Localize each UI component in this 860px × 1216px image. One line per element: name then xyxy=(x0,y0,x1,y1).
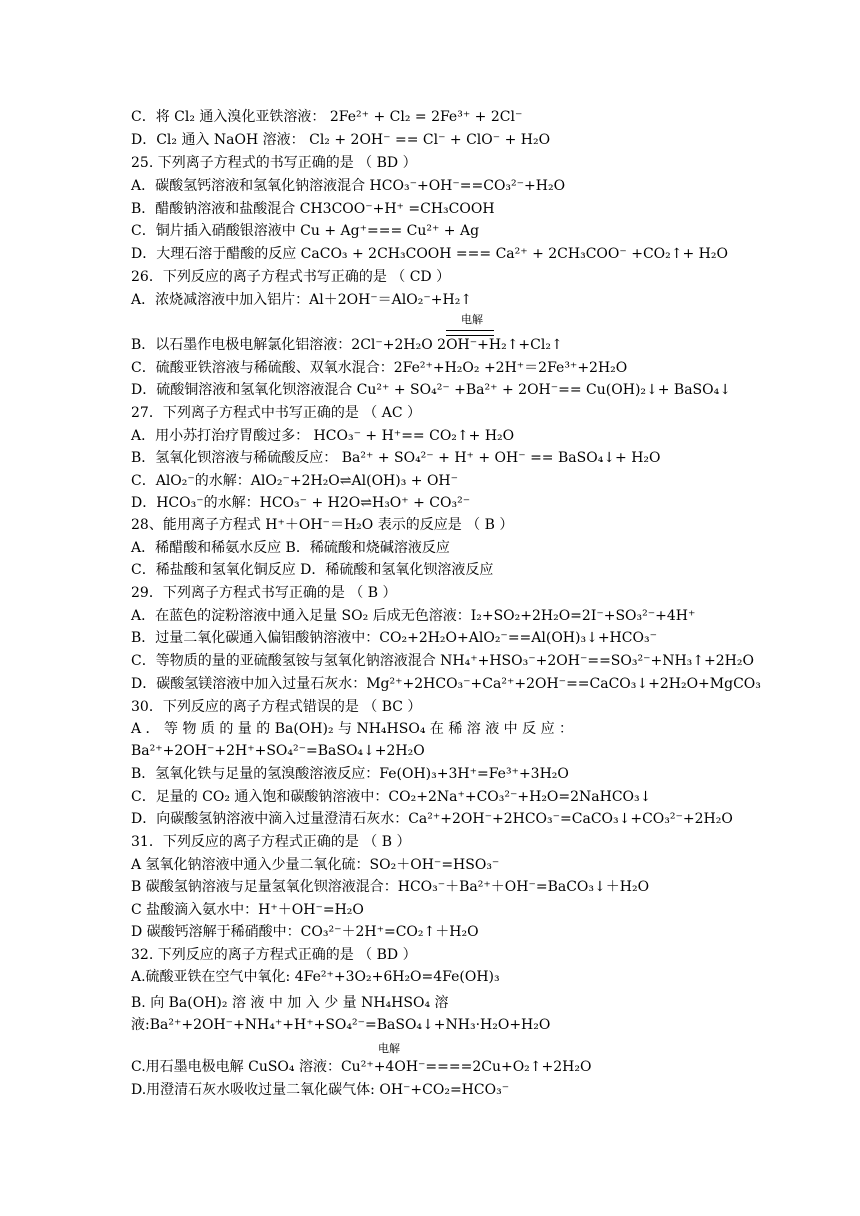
text-line: A．在蓝色的淀粉溶液中通入足量 SO₂ 后成无色溶液：I₂+SO₂+2H₂O=2I⁻+SO₃²⁻+4H⁺ xyxy=(131,608,696,624)
text-line: C 盐酸滴入氨水中：H⁺＋OH⁻=H₂O xyxy=(131,902,364,918)
text-line: D.用澄清石灰水吸收过量二氧化碳气体: OH⁻+CO₂=HCO₃⁻ xyxy=(131,1082,510,1098)
text-line: 液:Ba²⁺+2OH⁻+NH₄⁺+H⁺+SO₄²⁻=BaSO₄↓+NH₃·H₂O+H₂O xyxy=(131,1017,551,1033)
text-line: B．醋酸钠溶液和盐酸混合 CH3COO⁻+H⁺ =CH₃COOH xyxy=(131,201,495,217)
text-line: C．硫酸亚铁溶液与稀硫酸、双氧水混合：2Fe²⁺+H₂O₂ +2H⁺＝2Fe³⁺+2H₂O xyxy=(131,360,628,376)
text-line: A．稀醋酸和稀氨水反应 B．稀硫酸和烧碱溶液反应 xyxy=(131,540,450,556)
electrolysis-condition-label: 电解 xyxy=(461,313,483,326)
text-line: 26．下列反应的离子方程式书写正确的是 （ CD ） xyxy=(131,269,451,285)
text-line: D．碳酸氢镁溶液中加入过量石灰水：Mg²⁺+2HCO₃⁻+Ca²⁺+2OH⁻==CaCO₃↓+2H₂O+MgCO₃ xyxy=(131,676,761,692)
text-line: A．浓烧减溶液中加入铝片：Al＋2OH⁻＝AlO₂⁻+H₂↑ xyxy=(131,292,473,308)
text-line: D．硫酸铜溶液和氢氧化钡溶液混合 Cu²⁺ + SO₄²⁻ +Ba²⁺ + 2OH⁻== Cu(OH)₂↓+ BaSO₄↓ xyxy=(131,382,731,398)
reaction-condition-double-line xyxy=(446,330,494,336)
text-line: B．氢氧化钡溶液与稀硫酸反应： Ba²⁺ + SO₄²⁻ + H⁺ + OH⁻ == BaSO₄↓+ H₂O xyxy=(131,450,661,466)
text-line: D．向碳酸氢钠溶液中滴入过量澄清石灰水：Ca²⁺+2OH⁻+2HCO₃⁻=CaCO₃↓+CO₃²⁻+2H₂O xyxy=(131,811,733,827)
electrolysis-condition-label: 电解 xyxy=(378,1042,400,1055)
text-line: C．足量的 CO₂ 通入饱和碳酸钠溶液中：CO₂+2Na⁺+CO₃²⁻+H₂O=2NaHCO₃↓ xyxy=(131,789,652,805)
text-line: D．大理石溶于醋酸的反应 CaCO₃ + 2CH₃COOH === Ca²⁺ + 2CH₃COO⁻ +CO₂↑+ H₂O xyxy=(131,246,728,262)
text-line: B 碳酸氢钠溶液与足量氢氧化钡溶液混合：HCO₃⁻＋Ba²⁺＋OH⁻=BaCO₃↓＋H₂O xyxy=(131,879,650,895)
text-line: Ba²⁺+2OH⁻+2H⁺+SO₄²⁻=BaSO₄↓+2H₂O xyxy=(131,743,425,759)
text-line: 32. 下列反应的离子方程式正确的是 （ BD ） xyxy=(131,947,417,963)
text-line: C．稀盐酸和氢氧化铜反应 D．稀硫酸和氢氧化钡溶液反应 xyxy=(131,562,494,578)
text-line: C．AlO₂⁻的水解：AlO₂⁻+2H₂O⇌Al(OH)₃ + OH⁻ xyxy=(131,473,459,489)
text-line: B．氢氧化铁与足量的氢溴酸溶液反应：Fe(OH)₃+3H⁺=Fe³⁺+3H₂O xyxy=(131,766,569,782)
text-line: B．以石墨作电极电解氯化铝溶液：2Cl⁻+2H₂O 2OH⁻+H₂↑+Cl₂↑ xyxy=(131,337,563,353)
text-line: 30．下列反应的离子方程式错误的是 （ BC ） xyxy=(131,699,422,715)
text-line: A.硫酸亚铁在空气中氧化: 4Fe²⁺+3O₂+6H₂O=4Fe(OH)₃ xyxy=(131,969,500,985)
text-line: 25. 下列离子方程式的书写正确的是 （ BD ） xyxy=(131,155,417,171)
text-line: A．碳酸氢钙溶液和氢氧化钠溶液混合 HCO₃⁻+OH⁻==CO₃²⁻+H₂O xyxy=(131,178,566,194)
text-line: C．铜片插入硝酸银溶液中 Cu + Ag⁺=== Cu²⁺ + Ag xyxy=(131,223,480,239)
text-line: A 氢氧化钠溶液中通入少量二氧化硫：SO₂＋OH⁻=HSO₃⁻ xyxy=(131,857,500,873)
text-line: 27．下列离子方程式中书写正确的是 （ AC ） xyxy=(131,405,421,421)
text-line: D．HCO₃⁻的水解：HCO₃⁻ + H2O⇌H₃O⁺ + CO₃²⁻ xyxy=(131,495,471,511)
text-line: 28、能用离子方程式 H⁺＋OH⁻＝H₂O 表示的反应是 （ B ） xyxy=(131,517,514,533)
text-line: D 碳酸钙溶解于稀硝酸中：CO₃²⁻＋2H⁺=CO₂↑＋H₂O xyxy=(131,924,479,940)
text-line: 31．下列反应的离子方程式正确的是 （ B ） xyxy=(131,834,411,850)
text-line: C．将 Cl₂ 通入溴化亚铁溶液： 2Fe²⁺ + Cl₂ = 2Fe³⁺ + 2Cl⁻ xyxy=(131,109,523,125)
text-line: 29．下列离子方程式书写正确的是 （ B ） xyxy=(131,585,397,601)
text-line: B. 向 Ba(OH)₂ 溶 液 中 加 入 少 量 NH₄HSO₄ 溶 xyxy=(131,995,449,1011)
text-line: C.用石墨电极电解 CuSO₄ 溶液：Cu²⁺+4OH⁻====2Cu+O₂↑+2H₂O xyxy=(131,1059,592,1075)
text-line: D．Cl₂ 通入 NaOH 溶液： Cl₂ + 2OH⁻ == Cl⁻ + ClO⁻ + H₂O xyxy=(131,132,551,148)
text-line: C．等物质的量的亚硫酸氢铵与氢氧化钠溶液混合 NH₄⁺+HSO₃⁻+2OH⁻==SO₃²⁻+NH₃↑+2H₂O xyxy=(131,653,754,669)
text-line: B．过量二氧化碳通入偏铝酸钠溶液中：CO₂+2H₂O+AlO₂⁻==Al(OH)₃↓+HCO₃⁻ xyxy=(131,630,657,646)
text-line: A ． 等 物 质 的 量 的 Ba(OH)₂ 与 NH₄HSO₄ 在 稀 溶 液 中 反 应 ： xyxy=(131,721,574,737)
text-line: A．用小苏打治疗胃酸过多： HCO₃⁻ + H⁺== CO₂↑+ H₂O xyxy=(131,428,515,444)
